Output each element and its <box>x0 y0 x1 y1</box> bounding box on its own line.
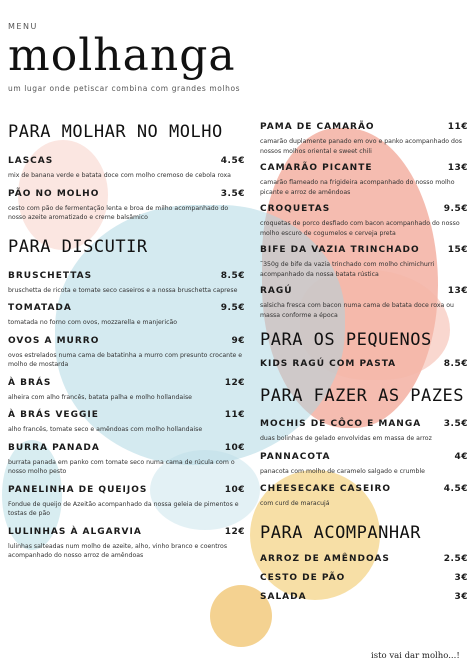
item-price: 9.5€ <box>220 303 245 313</box>
item-name: SALADA <box>260 591 307 602</box>
menu-item <box>260 554 468 564</box>
item-price: 11€ <box>224 410 245 420</box>
item-name: KIDS RAGÚ COM PASTA <box>260 359 397 369</box>
item-name: PANNACOTA <box>260 451 331 462</box>
menu-item <box>8 527 245 561</box>
item-name: MOCHIS DE CÔCO E MANGA <box>260 419 422 429</box>
item-description: camarão duplamente panado em ovo e panko acompanhado dos nossos molhos oriental e sweet chili <box>260 138 462 155</box>
menu-item <box>8 303 245 328</box>
section-title-pequenos: PARA OS PEQUENOS <box>260 330 432 350</box>
item-price: 8.5€ <box>220 270 245 281</box>
item-price: 12€ <box>224 377 245 388</box>
item-description: cesto com pão de fermentação lenta e broa de milho acompanhado do nosso azeite aromatizado e creme balsâmico <box>8 204 229 221</box>
item-description: croquetas de porco desfiado com bacon acompanhado do nosso molho escuro de cogumelos e cerveja preta <box>260 220 460 237</box>
menu-header <box>8 22 240 93</box>
menu-item <box>260 484 468 509</box>
menu-label: MENU <box>8 22 38 31</box>
menu-item <box>8 485 245 519</box>
item-name: CROQUETAS <box>260 204 331 214</box>
item-description: duas bolinhas de gelado envolvidas em massa de arroz <box>260 435 432 442</box>
item-price: 3€ <box>454 591 468 602</box>
item-price: 8.5€ <box>443 359 468 369</box>
item-name: BURRA PANADA <box>8 442 100 453</box>
tagline: um lugar onde petiscar combina com grandes molhos <box>8 84 241 93</box>
menu-item <box>260 122 468 156</box>
item-price: 4€ <box>454 451 468 462</box>
menu-item <box>260 286 468 320</box>
item-name: CHEESECAKE CASEIRO <box>260 484 392 494</box>
item-price: 3.5€ <box>220 188 245 199</box>
item-price: 15€ <box>447 245 468 255</box>
item-description: salsicha fresca com bacon numa cama de batata doce roxa ou massa conforme a época <box>260 302 454 319</box>
section-title-molho: PARA MOLHAR NO MOLHO <box>8 122 223 142</box>
item-price: 2.5€ <box>443 553 468 564</box>
item-name: TOMATADA <box>8 303 72 313</box>
item-description: alho francês, tomate seco e amêndoas com molho hollandaise <box>8 426 203 433</box>
item-description: camarão flameado na frigideira acompanhado do nosso molho picante e arroz de amêndoas <box>260 179 455 196</box>
item-name: À BRÁS <box>8 377 52 388</box>
item-price: 3.5€ <box>443 419 468 429</box>
item-name: CAMARÃO PICANTE <box>260 163 373 173</box>
item-description: bruschetta de ricota e tomate seco caseiros e a nossa bruschetta caprese <box>8 286 238 294</box>
item-name: PÃO NO MOLHO <box>8 188 100 199</box>
item-price: 13€ <box>447 286 468 296</box>
item-price: 9€ <box>231 335 245 346</box>
menu-item <box>260 163 468 197</box>
menu-item <box>260 245 468 279</box>
item-price: 10€ <box>224 484 245 495</box>
item-description: mix de banana verde e batata doce com molho cremoso de cebola roxa <box>8 172 231 179</box>
restaurant-title: molhanga <box>8 30 236 81</box>
menu-item <box>8 378 245 403</box>
section-title-discutir: PARA DISCUTIR <box>8 236 148 257</box>
item-name: ARROZ DE AMÊNDOAS <box>260 553 390 564</box>
item-name: OVOS A MURRO <box>8 335 100 346</box>
item-name: PAMA DE CAMARÃO <box>260 122 375 132</box>
item-description: alheira com alho francês, batata palha e molho hollandaise <box>8 393 192 401</box>
menu-item <box>260 592 468 602</box>
item-price: 11€ <box>447 122 468 132</box>
item-price: 4.5€ <box>443 484 468 494</box>
item-name: LASCAS <box>8 156 54 166</box>
item-price: 9.5€ <box>443 204 468 214</box>
item-name: CESTO DE PÃO <box>260 572 346 583</box>
menu-item <box>260 452 468 477</box>
item-description: com curd de maracujá <box>260 500 330 507</box>
menu-item <box>260 359 468 369</box>
menu-item <box>260 419 468 444</box>
right-column <box>260 122 468 602</box>
item-name: À BRÁS VEGGIE <box>8 410 99 420</box>
item-description: ovos estrelados numa cama de batatinha a murro com presunto crocante e molho de mostarda <box>8 351 243 368</box>
item-price: 10€ <box>224 442 245 453</box>
item-name: LULINHAS À ALGARVIA <box>8 526 142 537</box>
menu-item <box>8 156 245 181</box>
section-title-pazes: PARA FAZER AS PAZES <box>260 386 464 406</box>
item-description: panacota com molho de caramelo salgado e crumble <box>260 467 425 475</box>
item-price: 4.5€ <box>220 156 245 166</box>
menu-item <box>8 410 245 435</box>
menu-item <box>8 443 245 477</box>
item-name: PANELINHA DE QUEIJOS <box>8 484 148 495</box>
item-name: RAGÚ <box>260 286 293 296</box>
menu-item <box>260 204 468 238</box>
left-column <box>8 122 245 561</box>
item-description: tomatada no forno com ovos, mozzarella e manjericão <box>8 319 178 326</box>
item-description: ˜350g de bife da vazia trinchado com molho chimichurri acompanhado da nossa batata rústica <box>260 261 435 278</box>
item-name: BRUSCHETTAS <box>8 270 93 281</box>
item-description: lulinhas salteadas num molho de azeite, alho, vinho branco e coentros acompanhado do nosso arroz de amêndoas <box>8 542 228 559</box>
section-title-acompanhar: PARA ACOMPANHAR <box>260 522 422 543</box>
menu-item <box>8 336 245 370</box>
menu-item <box>8 189 245 223</box>
item-price: 13€ <box>447 163 468 173</box>
item-price: 12€ <box>224 526 245 537</box>
menu-item <box>8 271 245 296</box>
item-name: BIFE DA VAZIA TRINCHADO <box>260 245 420 255</box>
item-price: 3€ <box>454 572 468 583</box>
menu-item <box>260 573 468 583</box>
item-description: Fondue de queijo de Azeitão acompanhado da nossa geleia de pimentos e tostas de pão <box>8 500 239 517</box>
footer-note: isto vai dar molho...! <box>371 651 460 661</box>
item-description: burrata panada em panko com tomate seco numa cama de rúcula com o nosso molho pesto <box>8 458 235 475</box>
